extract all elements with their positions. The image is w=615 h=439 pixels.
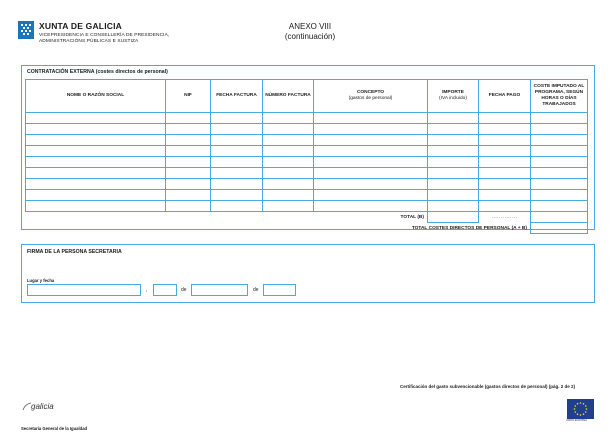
org-subtitle-line-1: VICEPRESIDENCIA E CONSELLERÍA DE PRESIDENCIA, xyxy=(39,33,170,38)
table-cell[interactable] xyxy=(314,179,428,190)
table-header-row xyxy=(26,80,588,113)
table-cell[interactable] xyxy=(479,113,531,124)
table-cell[interactable] xyxy=(314,135,428,146)
total-ab-row xyxy=(26,223,588,234)
eu-flag-icon xyxy=(567,399,594,419)
column-header: FECHA PAGO xyxy=(479,80,531,113)
table-row xyxy=(26,146,588,157)
table-cell[interactable] xyxy=(211,135,263,146)
table-cell[interactable] xyxy=(428,146,479,157)
table-cell[interactable] xyxy=(211,113,263,124)
column-header: CONCEPTO (gastos de personal) xyxy=(314,80,428,113)
table-cell[interactable] xyxy=(531,135,588,146)
total-b-cost-cell[interactable] xyxy=(531,212,588,223)
table-cell[interactable] xyxy=(211,124,263,135)
table-cell[interactable] xyxy=(26,135,166,146)
table-cell[interactable] xyxy=(531,157,588,168)
table-cell[interactable] xyxy=(479,135,531,146)
table-cell[interactable] xyxy=(263,201,314,212)
table-cell[interactable] xyxy=(211,201,263,212)
table-row xyxy=(26,157,588,168)
signature-section-title: FIRMA DE LA PERSONA SECRETARIA xyxy=(27,249,122,255)
table-cell[interactable] xyxy=(263,190,314,201)
table-cell[interactable] xyxy=(263,135,314,146)
table-cell[interactable] xyxy=(166,113,211,124)
table-cell[interactable] xyxy=(428,124,479,135)
certification-note: Certificación del gasto subvencionable (gastos directos de personal) (pág. 2 de 2) xyxy=(400,384,576,389)
table-cell[interactable] xyxy=(166,201,211,212)
table-body xyxy=(26,113,588,212)
table-cell[interactable] xyxy=(166,146,211,157)
table-cell[interactable] xyxy=(263,157,314,168)
table-cell[interactable] xyxy=(211,157,263,168)
table-cell[interactable] xyxy=(263,179,314,190)
table-cell[interactable] xyxy=(263,146,314,157)
table-cell[interactable] xyxy=(531,168,588,179)
table-cell[interactable] xyxy=(211,179,263,190)
table-cell[interactable] xyxy=(26,168,166,179)
galicia-logo-text: galicia xyxy=(31,402,54,411)
table-cell[interactable] xyxy=(531,190,588,201)
table-cell[interactable] xyxy=(531,179,588,190)
table-cell[interactable] xyxy=(26,190,166,201)
secretaria-label: Secretaría General de la Igualdad xyxy=(21,426,88,431)
table-cell[interactable] xyxy=(166,179,211,190)
table-cell[interactable] xyxy=(166,190,211,201)
column-header: IMPORTE (IVA incluido) xyxy=(428,80,479,113)
xunta-logo-icon xyxy=(18,21,34,39)
table-cell[interactable] xyxy=(428,113,479,124)
table-cell[interactable] xyxy=(428,157,479,168)
column-header: NIF xyxy=(166,80,211,113)
eu-caption: UNIÓN EUROPEA xyxy=(566,419,587,422)
org-name: XUNTA DE GALICIA xyxy=(39,21,123,31)
table-cell[interactable] xyxy=(26,201,166,212)
table-cell[interactable] xyxy=(428,135,479,146)
table-row xyxy=(26,135,588,146)
table-cell[interactable] xyxy=(428,168,479,179)
table-cell[interactable] xyxy=(479,201,531,212)
table-cell[interactable] xyxy=(479,146,531,157)
table-cell[interactable] xyxy=(263,113,314,124)
table-row xyxy=(26,201,588,212)
total-b-amount-cell[interactable] xyxy=(428,212,479,223)
table-row xyxy=(26,168,588,179)
table-cell[interactable] xyxy=(166,168,211,179)
table-row xyxy=(26,124,588,135)
column-header: FECHA FACTURA xyxy=(211,80,263,113)
table-cell[interactable] xyxy=(26,124,166,135)
table-cell[interactable] xyxy=(428,179,479,190)
total-b-dots: .............. xyxy=(491,214,518,220)
place-date-label: Lugar y fecha xyxy=(27,278,55,283)
table-cell[interactable] xyxy=(314,124,428,135)
table-cell[interactable] xyxy=(166,124,211,135)
table-cell[interactable] xyxy=(263,168,314,179)
table-cell[interactable] xyxy=(314,168,428,179)
annex-title: ANEXO VIII xyxy=(288,22,332,31)
table-cell[interactable] xyxy=(211,168,263,179)
table-cell[interactable] xyxy=(479,179,531,190)
table-cell[interactable] xyxy=(166,157,211,168)
de-separator-1: de xyxy=(181,287,187,293)
table-cell[interactable] xyxy=(211,146,263,157)
table-cell[interactable] xyxy=(479,124,531,135)
table-cell[interactable] xyxy=(263,124,314,135)
de-separator-2: de xyxy=(253,287,259,293)
table-cell[interactable] xyxy=(428,201,479,212)
table-cell[interactable] xyxy=(479,168,531,179)
table-cell[interactable] xyxy=(314,190,428,201)
table-cell[interactable] xyxy=(428,190,479,201)
table-cell[interactable] xyxy=(479,190,531,201)
year-field[interactable] xyxy=(263,284,296,296)
table-cell[interactable] xyxy=(531,113,588,124)
table-row xyxy=(26,190,588,201)
month-field[interactable] xyxy=(191,284,248,296)
table-cell[interactable] xyxy=(314,146,428,157)
table-row xyxy=(26,179,588,190)
table-cell[interactable] xyxy=(211,190,263,201)
table-cell[interactable] xyxy=(531,201,588,212)
table-cell[interactable] xyxy=(26,113,166,124)
total-ab-cell[interactable] xyxy=(531,223,588,234)
contract-table xyxy=(25,79,588,234)
annex-subtitle: (continuación) xyxy=(284,32,336,41)
table-cell[interactable] xyxy=(314,201,428,212)
table-cell[interactable] xyxy=(26,179,166,190)
table-cell[interactable] xyxy=(26,146,166,157)
column-header: NOME O RAZÓN SOCIAL xyxy=(26,80,166,113)
table-cell[interactable] xyxy=(531,124,588,135)
day-field[interactable] xyxy=(153,284,177,296)
total-b-row xyxy=(26,212,588,223)
table-cell[interactable] xyxy=(531,146,588,157)
table-cell[interactable] xyxy=(314,113,428,124)
table-cell[interactable] xyxy=(314,157,428,168)
contract-section-title: CONTRATACIÓN EXTERNA (costes directos de personal) xyxy=(27,69,168,75)
org-subtitle-line-2: ADMINISTRACIÓNS PÚBLICAS E XUSTIZA xyxy=(39,39,139,44)
place-field[interactable] xyxy=(27,284,141,296)
column-header: COSTE IMPUTADO AL PROGRAMA, SEGÚN HORAS O DÍAS TRABAJADOS xyxy=(531,80,588,113)
table-row xyxy=(26,113,588,124)
total-b-label: TOTAL (B) xyxy=(400,214,424,220)
total-ab-label: TOTAL COSTES DIRECTOS DE PERSONAL (A + B) xyxy=(411,225,527,231)
column-header: NÚMERO FACTURA xyxy=(263,80,314,113)
table-cell[interactable] xyxy=(166,135,211,146)
table-cell[interactable] xyxy=(26,157,166,168)
table-cell[interactable] xyxy=(479,157,531,168)
comma-separator: , xyxy=(146,287,148,293)
